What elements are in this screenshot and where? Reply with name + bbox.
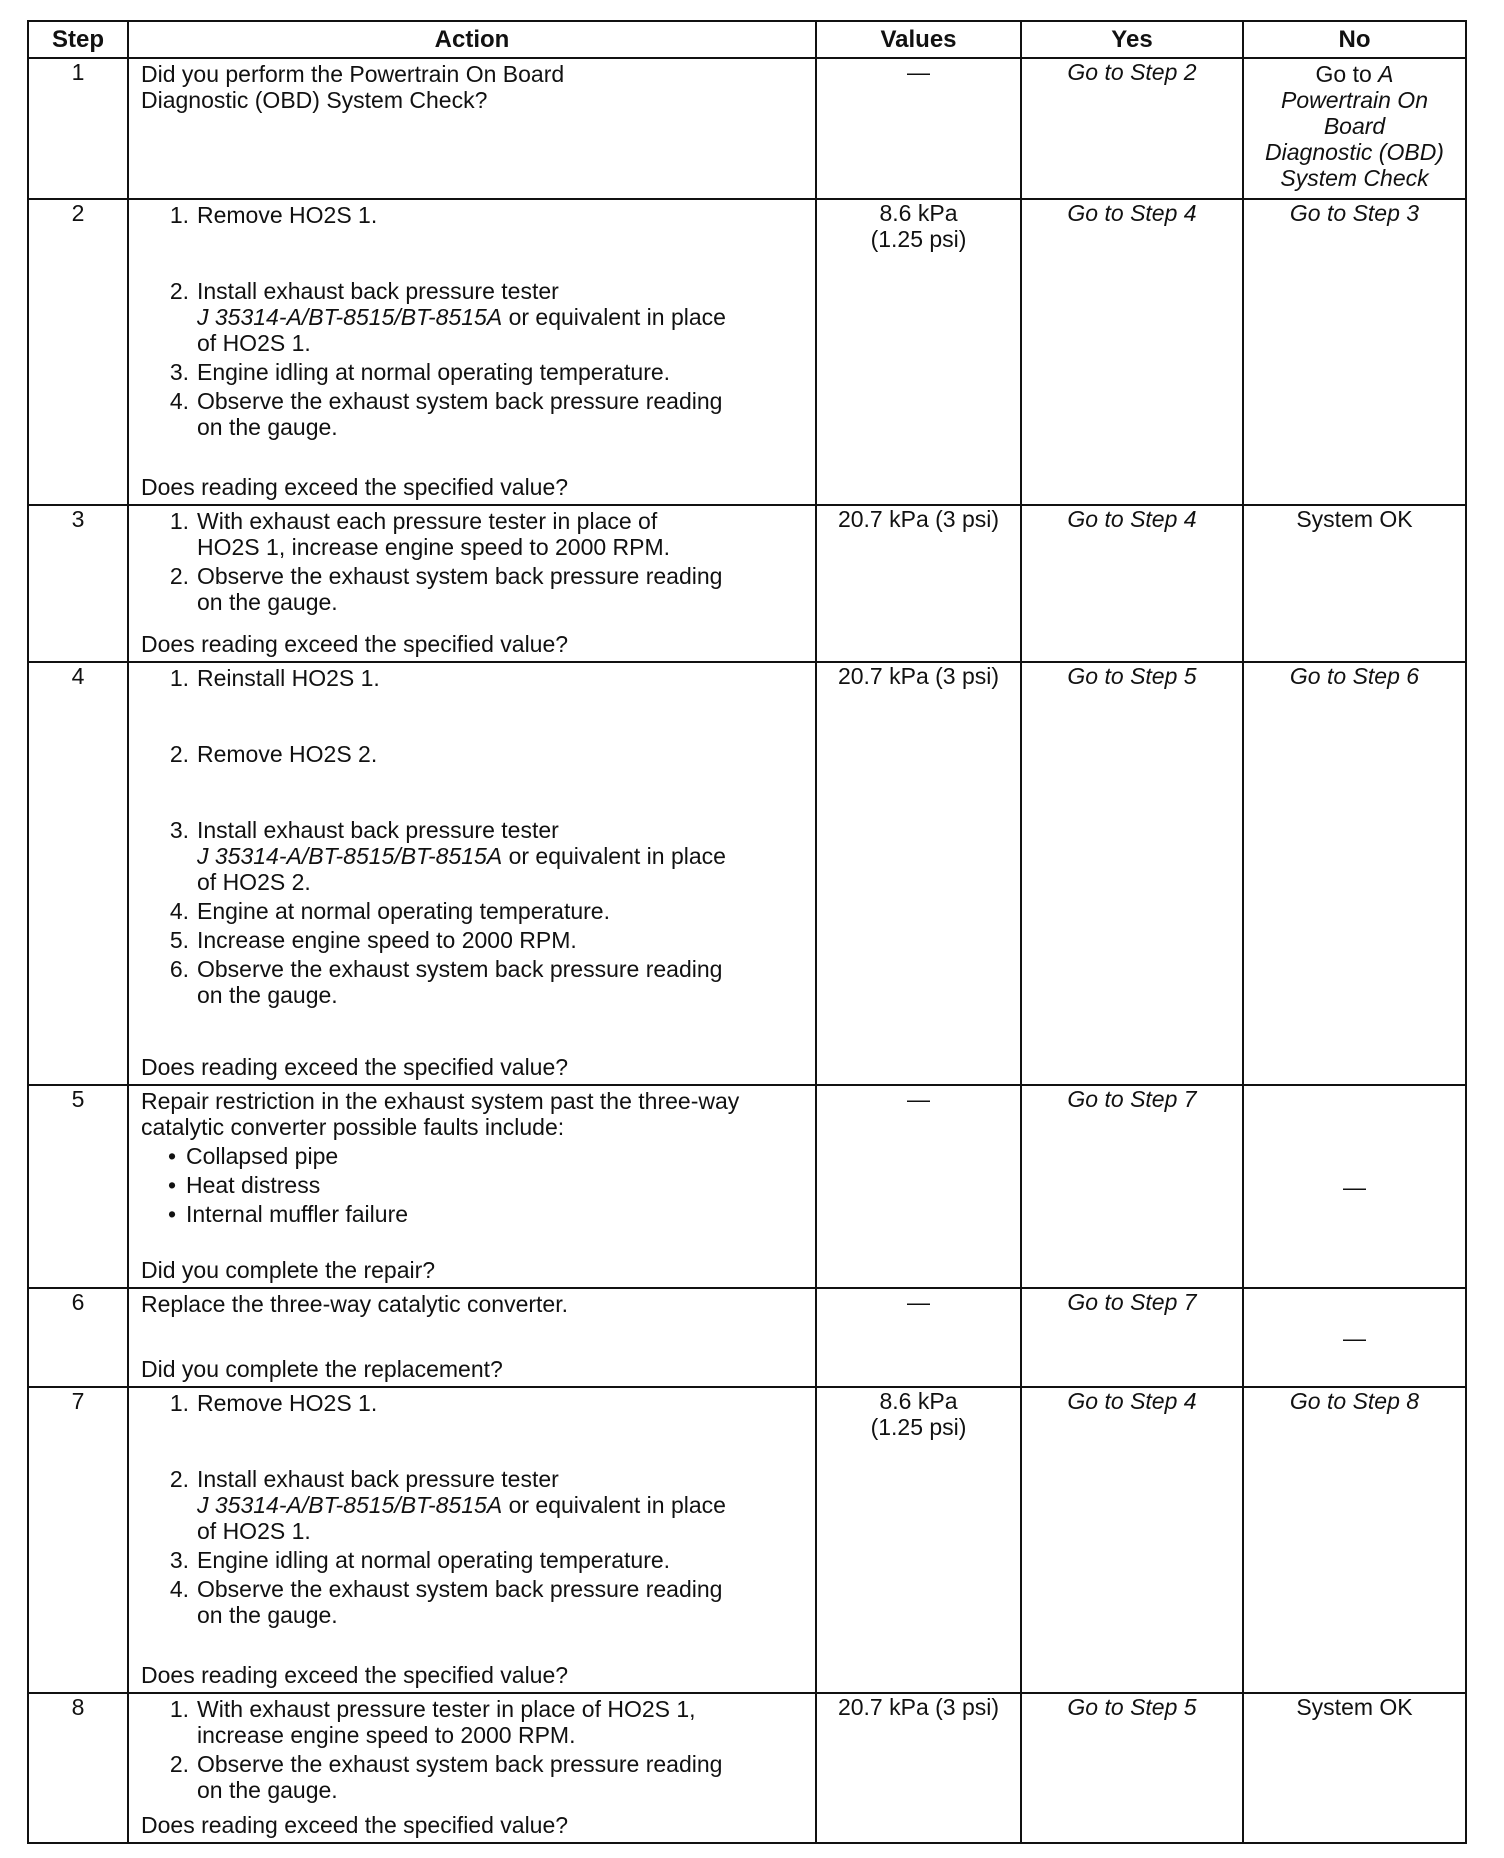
list-item bbox=[141, 278, 805, 356]
list-item bbox=[141, 1390, 805, 1416]
step-number: 2 bbox=[28, 199, 128, 505]
step-number: 5 bbox=[28, 1085, 128, 1288]
values-cell: 20.7 kPa (3 psi) bbox=[816, 505, 1021, 662]
bullet-list bbox=[141, 1143, 805, 1230]
no-text bbox=[1244, 61, 1465, 87]
yes-cell: Go to Step 4 bbox=[1021, 1387, 1243, 1693]
step-number: 1 bbox=[28, 58, 128, 199]
question-text: Did you complete the repair? bbox=[141, 1257, 436, 1283]
diagnostic-table bbox=[27, 20, 1467, 1844]
list-item bbox=[141, 665, 805, 691]
list-text bbox=[197, 563, 805, 615]
no-text: Powertrain On bbox=[1280, 87, 1428, 113]
list-text-line: Observe the exhaust system back pressure reading bbox=[197, 1751, 723, 1777]
list-text: Internal muffler failure bbox=[186, 1201, 409, 1227]
list-text-line: or equivalent in place bbox=[502, 1492, 726, 1518]
list-text: Engine at normal operating temperature. bbox=[197, 898, 610, 924]
step-list bbox=[141, 202, 805, 443]
list-text: Remove HO2S 1. bbox=[197, 202, 378, 228]
table-row-step-2 bbox=[28, 199, 1466, 505]
list-text-line: of HO2S 2. bbox=[197, 869, 311, 895]
yes-cell: Go to Step 4 bbox=[1021, 199, 1243, 505]
no-text: Diagnostic (OBD) bbox=[1265, 139, 1444, 165]
question-text: Does reading exceed the specified value? bbox=[141, 1054, 569, 1080]
no-text-italic: A bbox=[1378, 61, 1394, 87]
step-number: 3 bbox=[28, 505, 128, 662]
yes-cell: Go to Step 5 bbox=[1021, 1693, 1243, 1843]
list-number: 1. bbox=[169, 1696, 189, 1722]
list-item bbox=[141, 202, 805, 228]
list-text: Engine idling at normal operating temperature. bbox=[197, 1547, 671, 1573]
bullet-icon: • bbox=[167, 1172, 176, 1198]
list-item bbox=[141, 1172, 805, 1198]
list-text bbox=[197, 1466, 805, 1544]
values-cell bbox=[816, 1387, 1021, 1693]
step-list bbox=[141, 1390, 805, 1631]
list-number: 4. bbox=[169, 898, 189, 924]
list-text-line: of HO2S 1. bbox=[197, 330, 311, 356]
list-text-line: Observe the exhaust system back pressure reading bbox=[197, 1576, 723, 1602]
yes-cell: Go to Step 7 bbox=[1021, 1085, 1243, 1288]
list-number: 2. bbox=[169, 278, 189, 304]
table-row-step-1 bbox=[28, 58, 1466, 199]
action-cell bbox=[128, 1288, 816, 1387]
list-text-line: Observe the exhaust system back pressure reading bbox=[197, 388, 723, 414]
list-text-line: on the gauge. bbox=[197, 589, 338, 615]
list-text-line: Observe the exhaust system back pressure reading bbox=[197, 956, 723, 982]
no-text: System Check bbox=[1280, 165, 1429, 191]
list-text-line: HO2S 1, increase engine speed to 2000 RPM. bbox=[197, 534, 671, 560]
header-yes: Yes bbox=[1021, 21, 1243, 58]
values-text: (1.25 psi) bbox=[870, 1414, 967, 1440]
list-text-line: or equivalent in place bbox=[502, 843, 726, 869]
list-text bbox=[197, 817, 805, 895]
question-text: Does reading exceed the specified value? bbox=[141, 1812, 569, 1838]
list-text-line: With exhaust each pressure tester in place of bbox=[197, 508, 658, 534]
question-text: Does reading exceed the specified value? bbox=[141, 631, 569, 657]
no-cell: Go to Step 3 bbox=[1243, 199, 1466, 505]
list-item bbox=[141, 1466, 805, 1544]
list-item bbox=[141, 1547, 805, 1573]
action-text: Did you perform the Powertrain On Board bbox=[141, 61, 565, 87]
list-item bbox=[141, 741, 805, 767]
list-text bbox=[197, 278, 805, 356]
step-list bbox=[141, 1696, 805, 1806]
list-text-line: Install exhaust back pressure tester bbox=[197, 278, 559, 304]
list-text-line: With exhaust pressure tester in place of HO2S 1, bbox=[197, 1696, 696, 1722]
question-text: Does reading exceed the specified value? bbox=[141, 474, 569, 500]
yes-cell: Go to Step 2 bbox=[1021, 58, 1243, 199]
list-text bbox=[197, 1696, 805, 1748]
action-cell bbox=[128, 1693, 816, 1843]
header-step: Step bbox=[28, 21, 128, 58]
list-item bbox=[141, 1696, 805, 1748]
list-number: 2. bbox=[169, 563, 189, 589]
header-no: No bbox=[1243, 21, 1466, 58]
list-item bbox=[141, 388, 805, 440]
step-list bbox=[141, 665, 805, 1011]
action-text: catalytic converter possible faults include: bbox=[141, 1114, 565, 1140]
list-text-line: of HO2S 1. bbox=[197, 1518, 311, 1544]
list-number: 5. bbox=[169, 927, 189, 953]
action-text: Repair restriction in the exhaust system past the three-way bbox=[141, 1088, 740, 1114]
values-text: (1.25 psi) bbox=[870, 226, 967, 252]
no-cell: System OK bbox=[1243, 505, 1466, 662]
list-number: 6. bbox=[169, 956, 189, 982]
values-text: 8.6 kPa bbox=[879, 1388, 958, 1414]
action-cell bbox=[128, 662, 816, 1085]
header-values: Values bbox=[816, 21, 1021, 58]
list-item bbox=[141, 956, 805, 1008]
list-text bbox=[197, 956, 805, 1008]
list-item bbox=[141, 1201, 805, 1227]
action-cell bbox=[128, 505, 816, 662]
list-number: 3. bbox=[169, 817, 189, 843]
step-list bbox=[141, 508, 805, 618]
bullet-icon: • bbox=[167, 1201, 176, 1227]
list-text: Collapsed pipe bbox=[186, 1143, 339, 1169]
values-cell bbox=[816, 199, 1021, 505]
spacer bbox=[141, 1419, 805, 1463]
list-item bbox=[141, 817, 805, 895]
step-number: 6 bbox=[28, 1288, 128, 1387]
no-cell: Go to Step 8 bbox=[1243, 1387, 1466, 1693]
list-number: 4. bbox=[169, 1576, 189, 1602]
no-cell: — bbox=[1243, 1085, 1466, 1288]
no-cell: — bbox=[1243, 1288, 1466, 1387]
list-text bbox=[197, 1576, 805, 1628]
action-cell bbox=[128, 58, 816, 199]
list-number: 2. bbox=[169, 1751, 189, 1777]
header-action: Action bbox=[128, 21, 816, 58]
list-text-line: on the gauge. bbox=[197, 1777, 338, 1803]
yes-cell: Go to Step 4 bbox=[1021, 505, 1243, 662]
list-item bbox=[141, 898, 805, 924]
tool-number: J 35314-A/BT-8515/BT-8515A bbox=[197, 1492, 503, 1518]
no-text: Board bbox=[1323, 113, 1386, 139]
list-item bbox=[141, 359, 805, 385]
list-text: Remove HO2S 2. bbox=[197, 741, 378, 767]
list-text-line: Observe the exhaust system back pressure reading bbox=[197, 563, 723, 589]
list-text: Reinstall HO2S 1. bbox=[197, 665, 380, 691]
list-number: 4. bbox=[169, 388, 189, 414]
action-text: Diagnostic (OBD) System Check? bbox=[141, 87, 488, 113]
yes-cell: Go to Step 7 bbox=[1021, 1288, 1243, 1387]
list-number: 1. bbox=[169, 202, 189, 228]
spacer bbox=[141, 694, 805, 738]
no-text-prefix: Go to bbox=[1315, 61, 1372, 87]
bullet-icon: • bbox=[167, 1143, 176, 1169]
values-cell: — bbox=[816, 1085, 1021, 1288]
list-item bbox=[141, 1751, 805, 1803]
spacer bbox=[141, 231, 805, 275]
spacer bbox=[141, 770, 805, 814]
list-text: Remove HO2S 1. bbox=[197, 1390, 378, 1416]
list-number: 1. bbox=[169, 665, 189, 691]
action-cell bbox=[128, 1387, 816, 1693]
list-number: 1. bbox=[169, 1390, 189, 1416]
step-number: 4 bbox=[28, 662, 128, 1085]
action-text: Replace the three-way catalytic converter. bbox=[141, 1291, 568, 1317]
list-number: 2. bbox=[169, 741, 189, 767]
table-row-step-4 bbox=[28, 662, 1466, 1085]
step-number: 7 bbox=[28, 1387, 128, 1693]
list-text: Heat distress bbox=[186, 1172, 321, 1198]
list-text bbox=[197, 508, 805, 560]
values-text: 8.6 kPa bbox=[879, 200, 958, 226]
values-cell: — bbox=[816, 58, 1021, 199]
list-item bbox=[141, 563, 805, 615]
no-cell bbox=[1243, 58, 1466, 199]
action-cell bbox=[128, 1085, 816, 1288]
values-cell: 20.7 kPa (3 psi) bbox=[816, 662, 1021, 1085]
values-cell: 20.7 kPa (3 psi) bbox=[816, 1693, 1021, 1843]
header-row bbox=[28, 21, 1466, 58]
yes-cell: Go to Step 5 bbox=[1021, 662, 1243, 1085]
list-number: 3. bbox=[169, 1547, 189, 1573]
list-text-line: or equivalent in place bbox=[502, 304, 726, 330]
question-text: Does reading exceed the specified value? bbox=[141, 1662, 569, 1688]
list-text-line: on the gauge. bbox=[197, 982, 338, 1008]
list-text: Increase engine speed to 2000 RPM. bbox=[197, 927, 577, 953]
table-row-step-3 bbox=[28, 505, 1466, 662]
step-number: 8 bbox=[28, 1693, 128, 1843]
list-item bbox=[141, 508, 805, 560]
tool-number: J 35314-A/BT-8515/BT-8515A bbox=[197, 304, 503, 330]
table-row-step-6 bbox=[28, 1288, 1466, 1387]
list-number: 1. bbox=[169, 508, 189, 534]
list-text-line: on the gauge. bbox=[197, 1602, 338, 1628]
list-item bbox=[141, 927, 805, 953]
table-row-step-7 bbox=[28, 1387, 1466, 1693]
list-text-line: Install exhaust back pressure tester bbox=[197, 817, 559, 843]
list-text-line: on the gauge. bbox=[197, 414, 338, 440]
no-cell: System OK bbox=[1243, 1693, 1466, 1843]
values-cell: — bbox=[816, 1288, 1021, 1387]
list-item bbox=[141, 1576, 805, 1628]
list-item bbox=[141, 1143, 805, 1169]
table-row-step-8 bbox=[28, 1693, 1466, 1843]
list-text bbox=[197, 1751, 805, 1803]
list-text: Engine idling at normal operating temperature. bbox=[197, 359, 671, 385]
list-number: 2. bbox=[169, 1466, 189, 1492]
action-cell bbox=[128, 199, 816, 505]
table-row-step-5 bbox=[28, 1085, 1466, 1288]
question-text: Did you complete the replacement? bbox=[141, 1356, 503, 1382]
tool-number: J 35314-A/BT-8515/BT-8515A bbox=[197, 843, 503, 869]
no-cell: Go to Step 6 bbox=[1243, 662, 1466, 1085]
list-text-line: increase engine speed to 2000 RPM. bbox=[197, 1722, 576, 1748]
list-number: 3. bbox=[169, 359, 189, 385]
list-text-line: Install exhaust back pressure tester bbox=[197, 1466, 559, 1492]
list-text bbox=[197, 388, 805, 440]
